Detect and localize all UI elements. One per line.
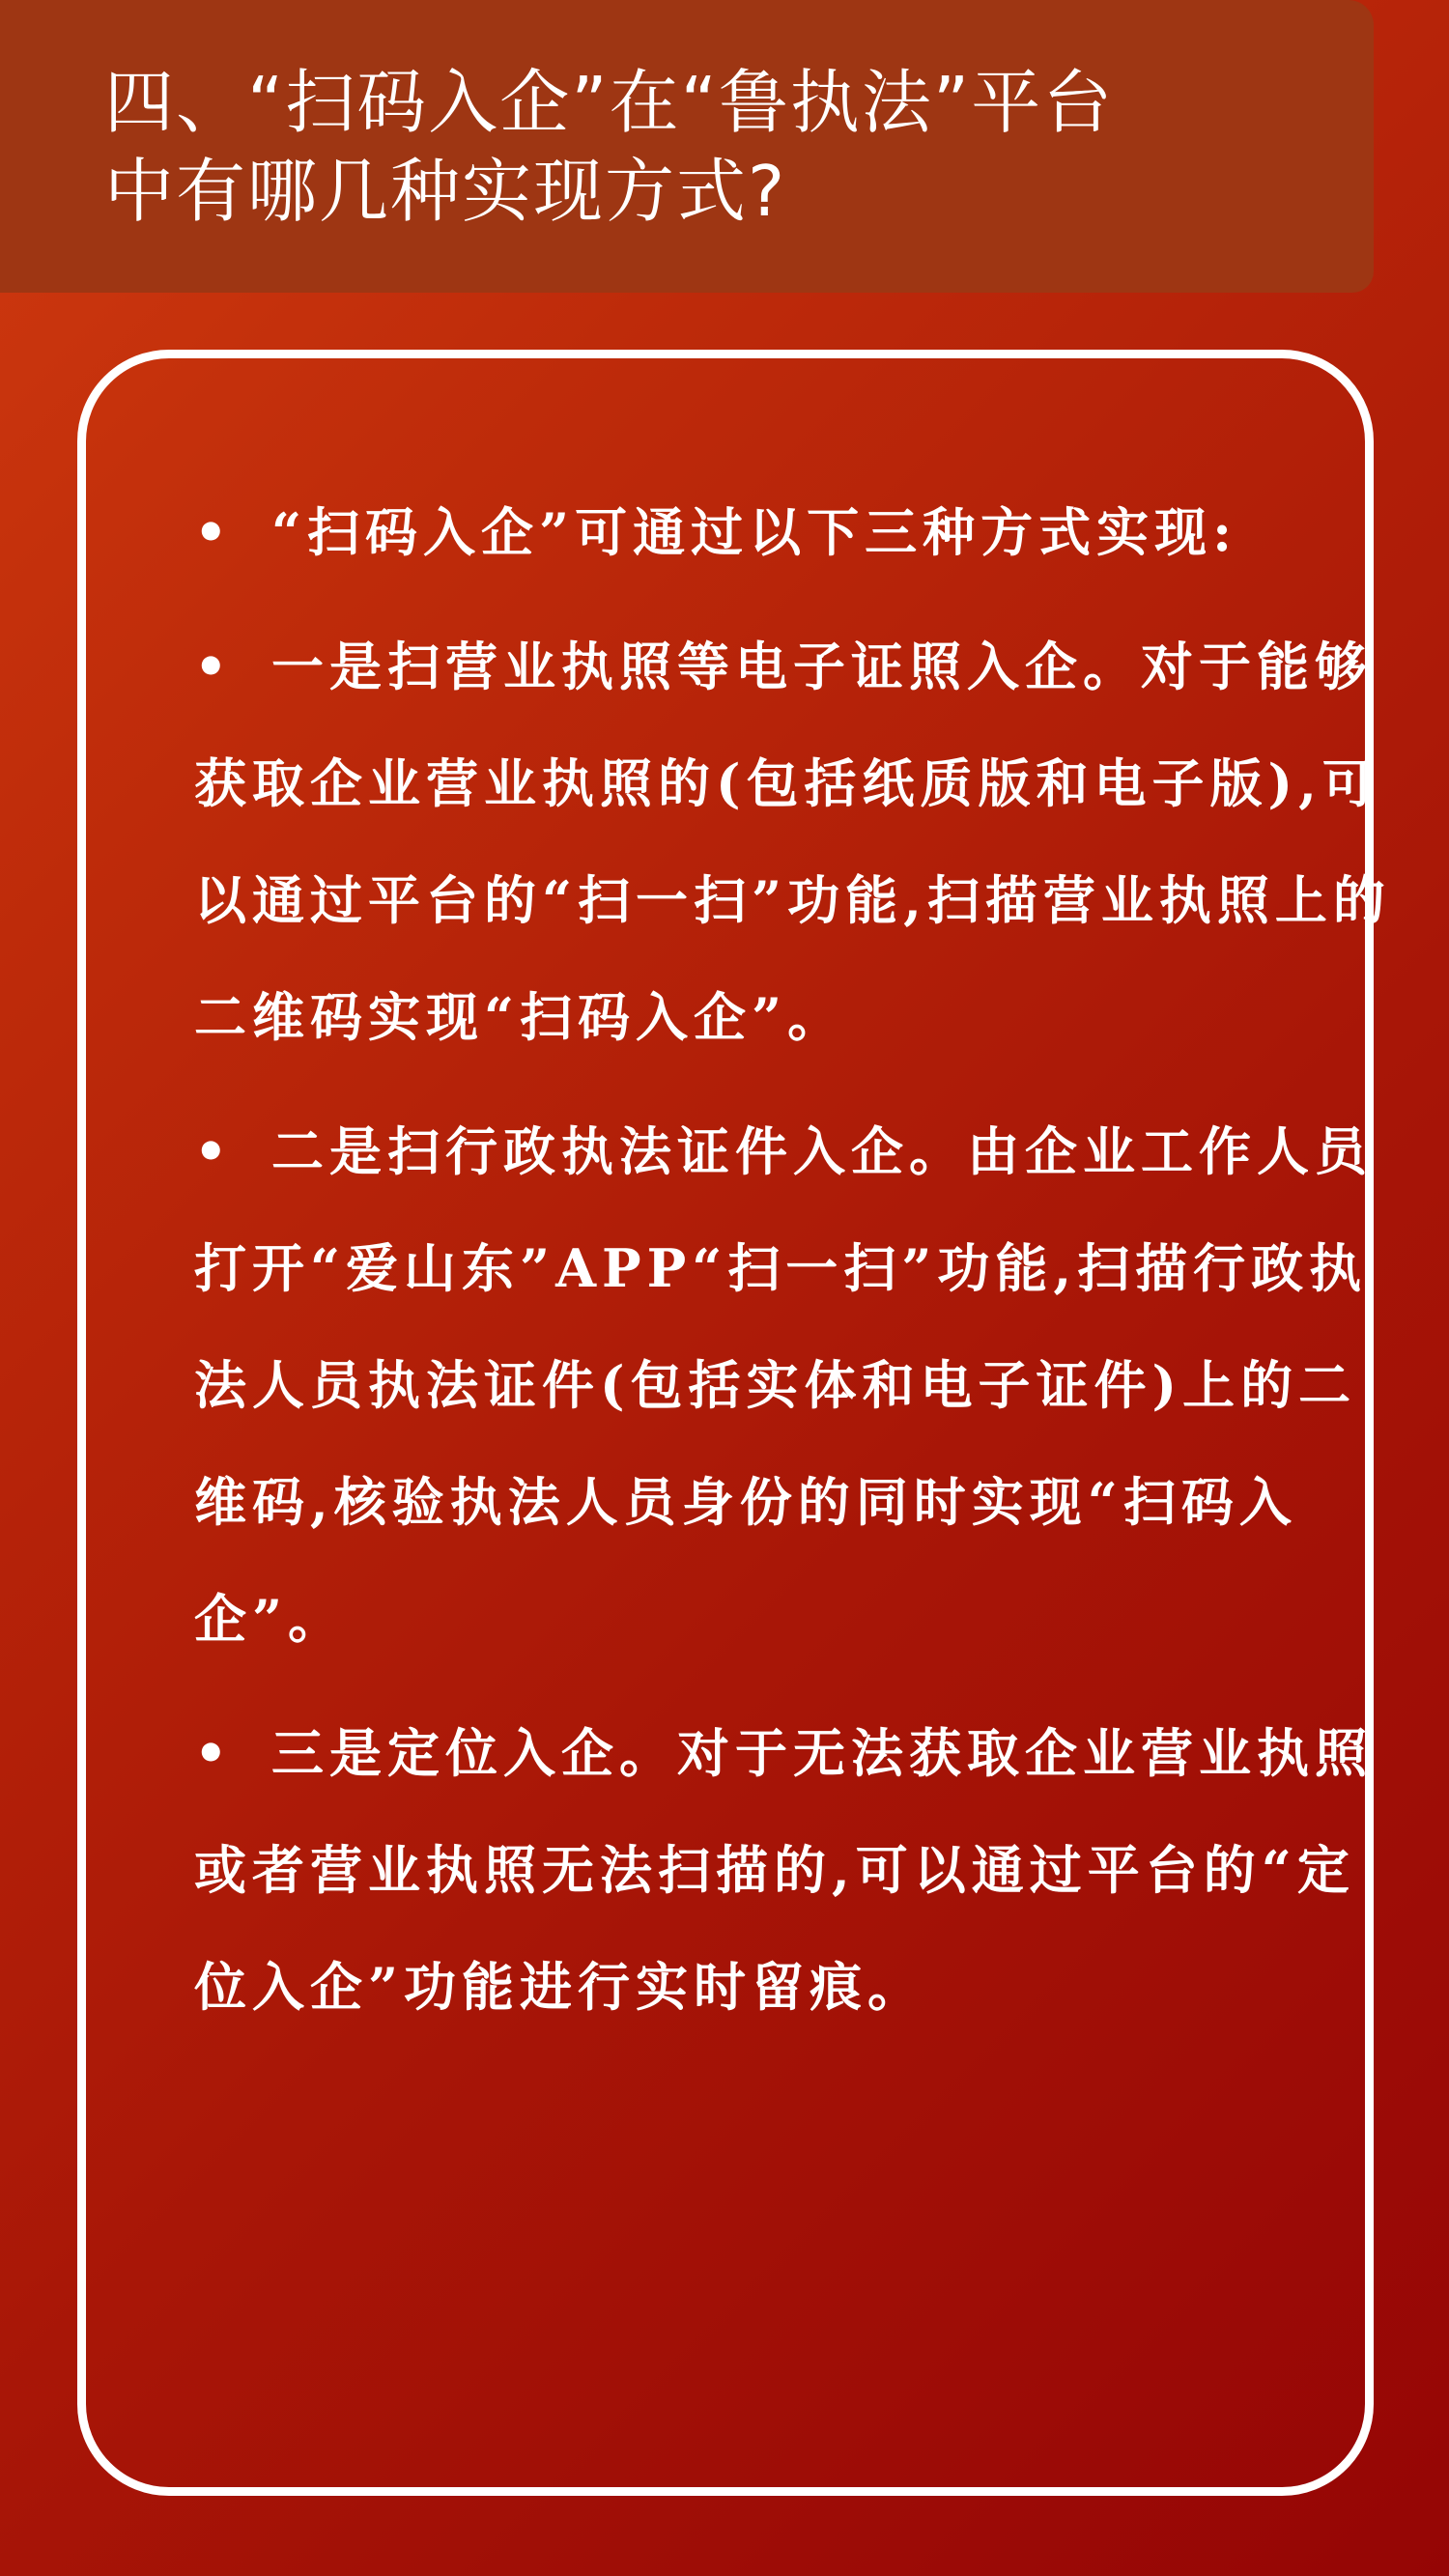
bullet-dot-icon: • [194,501,234,563]
list-item [194,609,1402,1076]
content-card [77,350,1391,2496]
page-title [104,58,1360,236]
bullet-dot-icon: • [194,1120,234,1182]
bullet-dot-icon: • [194,1722,234,1784]
bullet-dot-icon: • [194,636,234,697]
list-item [194,1695,1402,2046]
list-item [194,1093,1402,1678]
list-item-text: “扫码入企”可通过以下三种方式实现: [271,501,1238,563]
header-band [0,0,1374,293]
list-item [194,474,1402,591]
page-title-line-2: 中有哪几种实现方式? [104,151,787,232]
list-item-text: 一是扫营业执照等电子证照入企。对于能够获取企业营业执照的(包括纸质版和电子版),可以通过平台的“扫一扫”功能,扫描营业执照上的二维码实现“扫码入企”。 [194,636,1391,1048]
list-item-text: 二是扫行政执法证件入企。由企业工作人员打开“爱山东”APP“扫一扫”功能,扫描行政执法人员执法证件(包括实体和电子证件)上的二维码,核验执法人员身份的同时实现“扫码入企”。 [194,1120,1373,1650]
list-item-text: 三是定位入企。对于无法获取企业营业执照或者营业执照无法扫描的,可以通过平台的“定位入企”功能进行实时留痕。 [194,1722,1373,2018]
page-title-line-1: 四、“扫码入企”在“鲁执法”平台 [104,62,1115,143]
bullet-list [194,474,1402,2063]
